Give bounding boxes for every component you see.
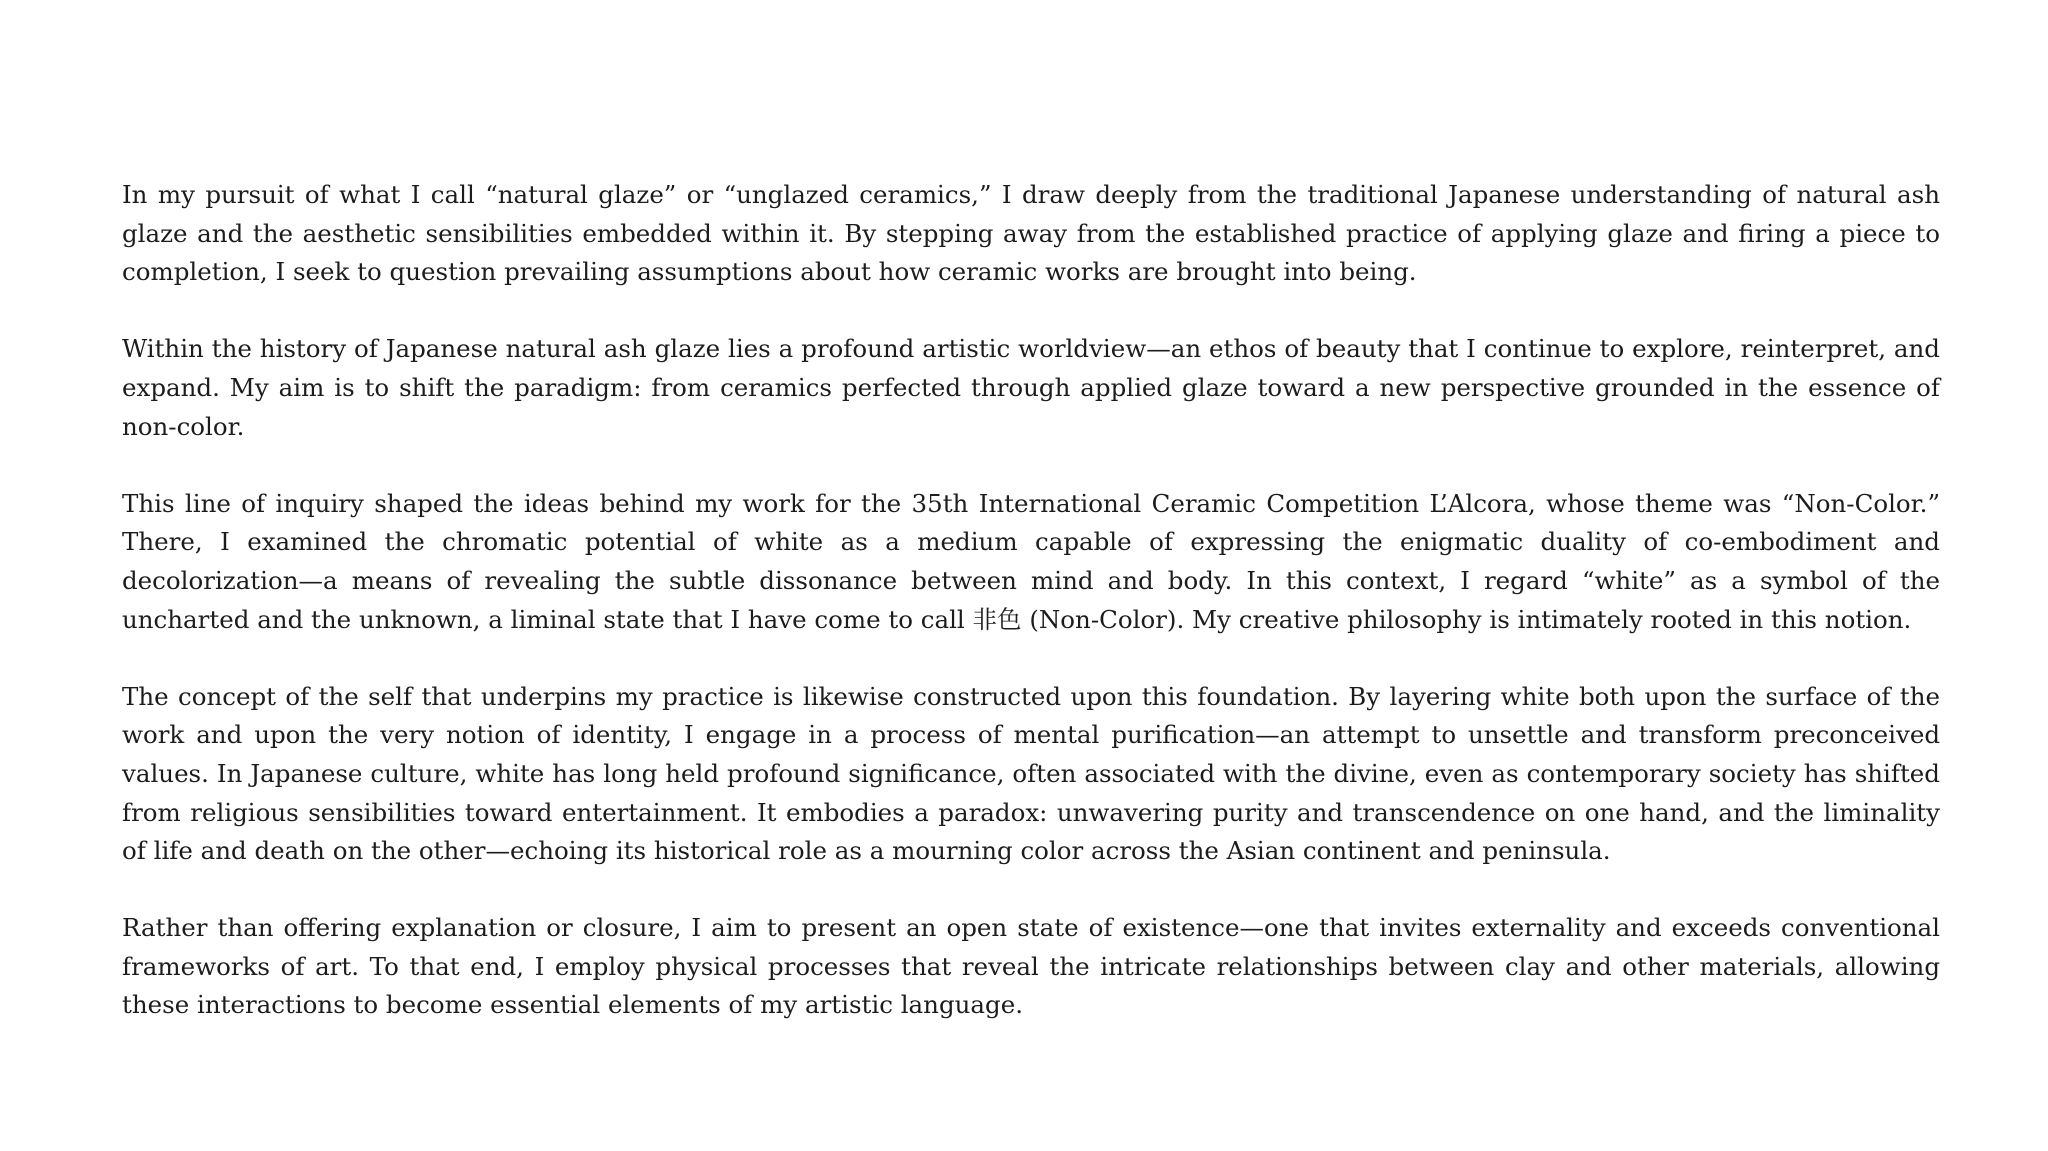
paragraph-non-color: This line of inquiry shaped the ideas behind my work for the 35th International Ceramic Competition L’Alcora, whose theme was “Non-Color.” There, I examined the chromatic potential of white as a medium capable of expressing the enigmatic duality of co-embodiment and decolorization—a means of revealing the subtle dissonance between mind and body. In this context, I regard “white” as a symbol of the uncharted and the unknown, a liminal state that I have come to call 非色 (Non-Color). My creative philosophy is intimately rooted in this notion.: [122, 488, 1940, 634]
paragraph-ash-glaze-history: Within the history of Japanese natural ash glaze lies a profound artistic worldview—an ethos of beauty that I continue to explore, reinterpret, and expand. My aim is to shift the paradigm: from ceramics perfected through applied glaze toward a new perspective grounded in the essence of non-color.: [122, 334, 1940, 441]
paragraph-natural-glaze: In my pursuit of what I call “natural glaze” or “unglazed ceramics,” I draw deeply from the traditional Japanese understanding of natural ash glaze and the aesthetic sensibilities embedded within it. By stepping away from the established practice of applying glaze and firing a piece to completion, I seek to question prevailing assumptions about how ceramic works are brought into being.: [122, 180, 1940, 287]
paragraph-open-state: Rather than offering explanation or closure, I aim to present an open state of existence—one that invites externality and exceeds conventional frameworks of art. To that end, I employ physical processes that reveal the intricate relationships between clay and other materials, allowing these interactions to become essential elements of my artistic language.: [122, 913, 1940, 1020]
paragraph-concept-of-self: The concept of the self that underpins my practice is likewise constructed upon this foundation. By layering white both upon the surface of the work and upon the very notion of identity, I engage in a process of mental purification—an attempt to unsettle and transform preconceived values. In Japanese culture, white has long held profound significance, often associated with the divine, even as contemporary society has shifted from religious sensibilities toward entertainment. It embodies a paradox: unwavering purity and transcendence on one hand, and the liminality of life and death on the other—echoing its historical role as a mourning color across the Asian continent and peninsula.: [122, 681, 1940, 866]
artist-statement: [122, 176, 1940, 1025]
